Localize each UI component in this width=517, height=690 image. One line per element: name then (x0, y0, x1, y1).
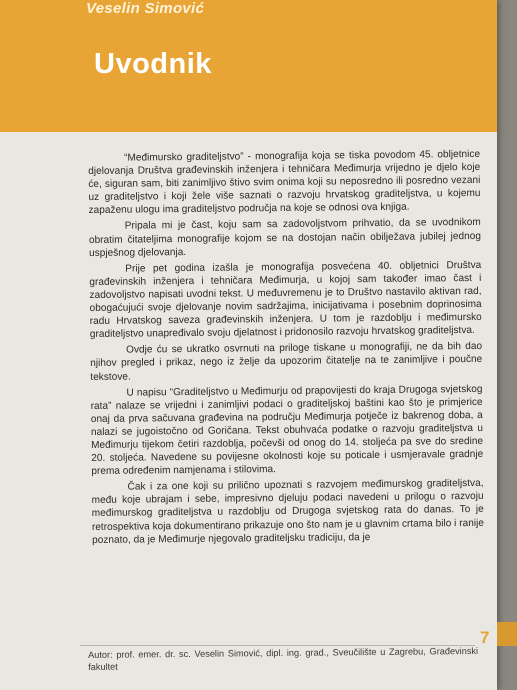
header-band (0, 0, 497, 132)
article-body (88, 148, 484, 550)
paragraph: U napisu “Graditeljstvo u Međimurju od prapovijesti do kraja Drugoga svjetskog rata” nalaze se vrijedni i zanimljivi podaci o graditeljskoj baštini kao što je primjerice onaj da prva sačuvana građevina na području Međimurja potječe iz bakrenog doba, a nalazi se jugoistočno od Goričana. Tekst obuhvaća podatke o razvoju graditeljstva u Međimurju tijekom četiri razdoblja, počevši od onog do 14. stoljeća pa sve do sredine 20. stoljeća. Navedene su povijesne okolnosti koje su poticale i usmjeravale gradnje prema određenim namjenama i stilovima. (90, 383, 484, 478)
page-edge-tab (497, 622, 517, 646)
page-number: 7 (480, 628, 490, 647)
page-title: Uvodnik (94, 48, 212, 80)
paragraph: Ovdje ću se ukratko osvrnuti na priloge tiskane u monografiji, ne da bih dao njihov pregled i prikaz, nego iz želje da upozorim čitatelje na te zanimljive i poučne tekstove. (90, 341, 483, 383)
paragraph: Pripala mi je čast, koju sam sa zadovoljstvom prihvatio, da se uvodnikom obratim čitateljima monografije kojom se na dostojan način obilježava jubilej jednog uspješnog djelovanja. (88, 217, 481, 259)
author-footnote: Autor: prof. emer. dr. sc. Veselin Simović, dipl. ing. grad., Sveučilište u Zagrebu, Građevinski fakultet (88, 645, 479, 672)
paragraph: Čak i za one koji su prilično upoznati s razvojem međimurskog graditeljstva, među koje ubrajam i sebe, impresivno djeluju podaci navedeni u prilogu o razvoju međimurskog graditeljstva u razdoblju od Drugoga svjetskog rata do danas. To je retrospektiva koja dokumentirano prikazuje ono što nam je u glavnim crtama bilo i ranije poznato, da je Međimurje njegovalo graditeljsku tradiciju, da je (91, 478, 484, 546)
header-author: Veselin Simović (86, 0, 205, 17)
paragraph: “Međimursko graditeljstvo” - monografija koja se tiska povodom 45. obljetnice djelovanja Društva građevinskih inženjera i tehničara Međimurja vrijedno je djelo koje će, siguran sam, biti zanimljivo štivo svim onima koji su neposredno ili posredno vezani uz graditeljstvo i koji žele više saznati o razvoju hrvatskog graditeljstva, u kojemu zapaženu ulogu ima graditeljstvo područja na koje se odnosi ova knjiga. (88, 148, 481, 217)
paragraph: Prije pet godina izašla je monografija posvećena 40. obljetnici Društva građevinskih inženjera i tehničara Međimurja, u kojoj sam također imao čast i zadovoljstvo napisati uvodni tekst. U međuvremenu je to Društvo nastavilo aktivan rad, obogaćujući svoje djelovanje novim sadržajima, inicijativama i posebnim doprinosima radu Hrvatskog saveza građevinskih inženjera. U tom je razdoblju i međimursko graditeljstvo unapređivalo svoju djelatnost i pridonosilo razvoju hrvatskog graditeljstva. (89, 259, 482, 341)
